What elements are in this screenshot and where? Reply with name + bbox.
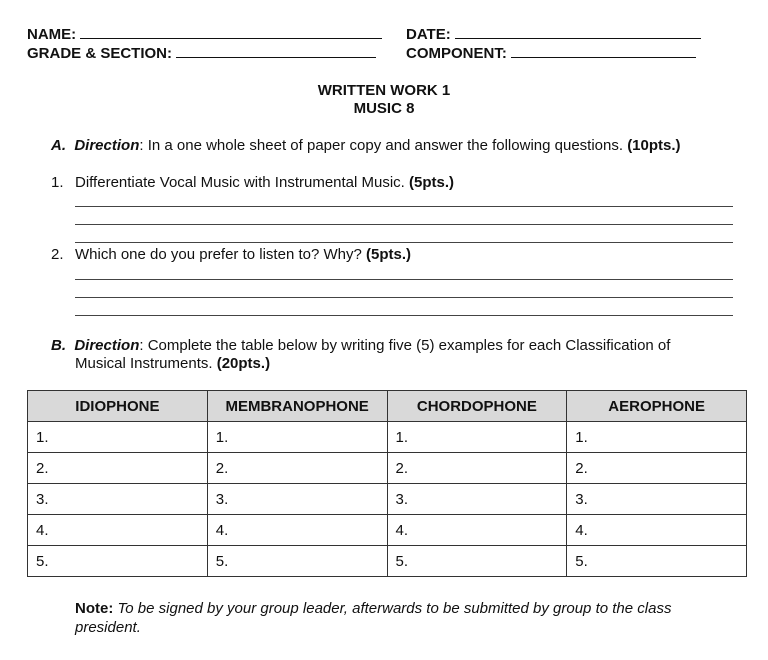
section-b-direction	[51, 336, 670, 355]
table-cell[interactable]: 3.	[387, 484, 567, 515]
grade-section-blank[interactable]	[176, 45, 376, 58]
question-2-points: (5pts.)	[365, 246, 411, 263]
section-b-direction-text-2: Musical Instruments.	[75, 355, 217, 372]
section-a-direction	[51, 136, 681, 155]
table-header-row	[28, 391, 747, 422]
component-field	[406, 45, 696, 62]
table-row	[28, 546, 747, 577]
table-cell[interactable]: 2.	[567, 453, 747, 484]
note-cont	[75, 618, 141, 637]
grade-section-label: GRADE & SECTION:	[27, 45, 173, 62]
answer-line[interactable]	[75, 315, 733, 316]
table-cell[interactable]: 1.	[567, 422, 747, 453]
page-subtitle: MUSIC 8	[353, 100, 415, 117]
table-cell[interactable]: 3.	[28, 484, 208, 515]
header-idiophone: IDIOPHONE	[28, 391, 208, 422]
page-title: WRITTEN WORK 1	[317, 82, 451, 99]
table-row	[28, 453, 747, 484]
section-b-direction-word: Direction	[74, 337, 140, 354]
component-blank[interactable]	[511, 45, 696, 58]
answer-line[interactable]	[75, 279, 733, 280]
header-membranophone: MEMBRANOPHONE	[207, 391, 387, 422]
question-2-number: 2.	[51, 246, 64, 263]
note-text-2: president.	[75, 619, 141, 636]
table-row	[28, 422, 747, 453]
section-b-letter: B.	[51, 337, 66, 354]
question-1-text: Differentiate Vocal Music with Instrumental Music.	[75, 174, 410, 191]
table-cell[interactable]: 4.	[567, 515, 747, 546]
question-1	[51, 173, 454, 192]
header-chordophone: CHORDOPHONE	[387, 391, 567, 422]
date-blank[interactable]	[455, 26, 701, 39]
name-blank[interactable]	[80, 26, 382, 39]
table-row	[28, 515, 747, 546]
question-2	[51, 245, 411, 264]
date-label: DATE:	[406, 26, 451, 43]
section-a-direction-text: : In a one whole sheet of paper copy and answer the following questions.	[139, 137, 628, 154]
date-field	[406, 26, 701, 43]
table-cell[interactable]: 4.	[28, 515, 208, 546]
note-text: To be signed by your group leader, afterwards to be submitted by group to the class	[113, 600, 672, 617]
note	[75, 599, 671, 618]
section-b-direction-cont	[75, 354, 270, 373]
table-cell[interactable]: 2.	[28, 453, 208, 484]
question-1-number: 1.	[51, 174, 64, 191]
table-cell[interactable]: 5.	[567, 546, 747, 577]
answer-line[interactable]	[75, 206, 733, 207]
table-cell[interactable]: 5.	[28, 546, 208, 577]
section-b-direction-text: : Complete the table below by writing five (5) examples for each Classification of	[139, 337, 671, 354]
answer-line[interactable]	[75, 224, 733, 225]
question-1-points: (5pts.)	[409, 174, 455, 191]
table-cell[interactable]: 3.	[567, 484, 747, 515]
name-field	[27, 26, 382, 43]
table-cell[interactable]: 1.	[28, 422, 208, 453]
table-cell[interactable]: 1.	[207, 422, 387, 453]
section-a-letter: A.	[51, 137, 66, 154]
name-label: NAME:	[27, 26, 77, 43]
answer-line[interactable]	[75, 297, 733, 298]
table-cell[interactable]: 4.	[387, 515, 567, 546]
instrument-classification-table	[27, 390, 747, 577]
component-label: COMPONENT:	[406, 45, 507, 62]
table-cell[interactable]: 4.	[207, 515, 387, 546]
answer-line[interactable]	[75, 242, 733, 243]
table-cell[interactable]: 2.	[207, 453, 387, 484]
table-cell[interactable]: 5.	[207, 546, 387, 577]
table-cell[interactable]: 3.	[207, 484, 387, 515]
section-a-direction-word: Direction	[74, 137, 140, 154]
section-b-points: (20pts.)	[216, 355, 271, 372]
note-label: Note:	[75, 600, 114, 617]
table-cell[interactable]: 1.	[387, 422, 567, 453]
header-aerophone: AEROPHONE	[567, 391, 747, 422]
table-cell[interactable]: 2.	[387, 453, 567, 484]
table-cell[interactable]: 5.	[387, 546, 567, 577]
section-a-points: (10pts.)	[627, 137, 681, 154]
grade-section-field	[27, 45, 376, 62]
question-2-text: Which one do you prefer to listen to? Why?	[75, 246, 366, 263]
table-row	[28, 484, 747, 515]
